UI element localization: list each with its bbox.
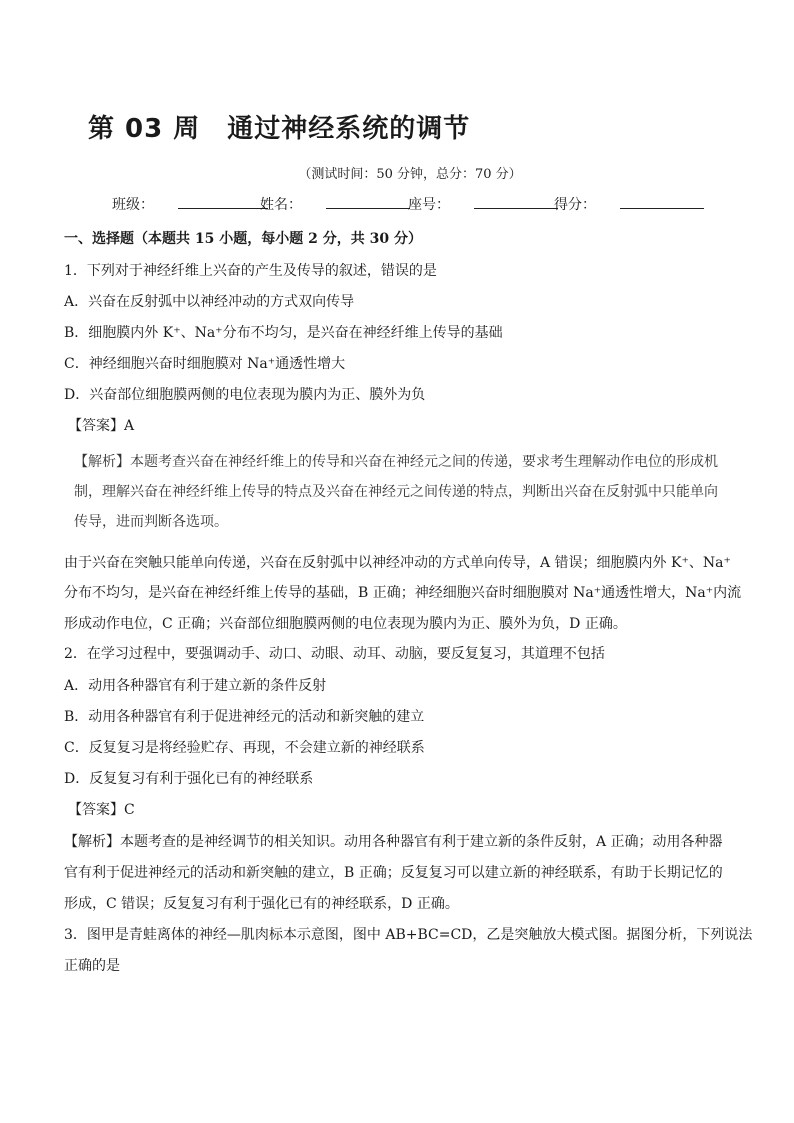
- name-label: 姓名：: [260, 197, 302, 213]
- q2-option-d: D．反复复习有利于强化已有的神经联系: [64, 771, 314, 787]
- q2-analysis-line-2: 官有利于促进神经元的活动和新突触的建立，B 正确；反复复习可以建立新的神经联系，有助于长期记忆的: [64, 865, 723, 881]
- q1-analysis-line-2: 制，理解兴奋在神经纤维上传导的特点及兴奋在神经元之间传递的特点，判断出兴奋在反射弧中只能单向: [74, 484, 718, 500]
- section-heading: 一、选择题（本题共 15 小题，每小题 2 分，共 30 分）: [64, 231, 422, 247]
- q1-option-d: D．兴奋部位细胞膜两侧的电位表现为膜内为正、膜外为负: [64, 387, 426, 403]
- q1-stem: 1．下列对于神经纤维上兴奋的产生及传导的叙述，错误的是: [64, 263, 437, 279]
- seat-field: [408, 194, 450, 214]
- q1-option-c: C．神经细胞兴奋时细胞膜对 Na⁺通透性增大: [64, 356, 346, 372]
- q1-detail-line-1: 由于兴奋在突触只能单向传递，兴奋在反射弧中以神经冲动的方式单向传导，A 错误；细胞膜内外 K⁺、Na⁺: [64, 555, 731, 571]
- class-blank[interactable]: [178, 194, 268, 209]
- q1-option-a: A．兴奋在反射弧中以神经冲动的方式双向传导: [64, 294, 355, 310]
- document-title: 第 03 周 通过神经系统的调节: [88, 114, 471, 144]
- q2-option-b: B．动用各种器官有利于促进神经元的活动和新突触的建立: [64, 709, 425, 725]
- q1-analysis-line-1: 【解析】本题考查兴奋在神经纤维上的传导和兴奋在神经元之间的传递，要求考生理解动作电位的形成机: [74, 454, 718, 470]
- q2-answer: 【答案】C: [68, 802, 135, 818]
- score-field: [554, 194, 596, 214]
- q1-detail-line-2: 分布不均匀，是兴奋在神经纤维上传导的基础，B 正确；神经细胞兴奋时细胞膜对 Na⁺通透性增大，Na⁺内流: [64, 585, 742, 601]
- test-info: （测试时间：50 分钟，总分：70 分）: [298, 167, 522, 182]
- name-blank[interactable]: [326, 194, 410, 209]
- q2-analysis-line-3: 形成，C 错误；反复复习有利于强化已有的神经联系，D 正确。: [64, 896, 459, 912]
- q2-option-a: A．动用各种器官有利于建立新的条件反射: [64, 678, 327, 694]
- class-field: [112, 194, 154, 214]
- seat-label: 座号：: [408, 197, 450, 213]
- q2-analysis-line-1: 【解析】本题考查的是神经调节的相关知识。动用各种器官有利于建立新的条件反射，A 正确；动用各种器: [64, 834, 723, 850]
- q1-detail-line-3: 形成动作电位，C 正确；兴奋部位细胞膜两侧的电位表现为膜内为正、膜外为负，D 正确。: [64, 616, 627, 632]
- q2-option-c: C．反复复习是将经验贮存、再现，不会建立新的神经联系: [64, 740, 425, 756]
- name-field: [260, 194, 302, 214]
- q1-option-b: B．细胞膜内外 K⁺、Na⁺分布不均匀，是兴奋在神经纤维上传导的基础: [64, 325, 503, 341]
- seat-blank[interactable]: [474, 194, 558, 209]
- q1-analysis-line-3: 传导，进而判断各选项。: [74, 514, 228, 530]
- q1-answer: 【答案】A: [68, 418, 135, 434]
- q3-stem-line-2: 正确的是: [64, 958, 120, 974]
- score-label: 得分：: [554, 197, 596, 213]
- q2-stem: 2．在学习过程中，要强调动手、动口、动眼、动耳、动脑，要反复复习，其道理不包括: [64, 646, 605, 662]
- score-blank[interactable]: [620, 194, 704, 209]
- class-label: 班级：: [112, 197, 154, 213]
- q3-stem-line-1: 3．图甲是青蛙离体的神经—肌肉标本示意图，图中 AB+BC=CD，乙是突触放大模式图。据图分析，下列说法: [64, 927, 753, 943]
